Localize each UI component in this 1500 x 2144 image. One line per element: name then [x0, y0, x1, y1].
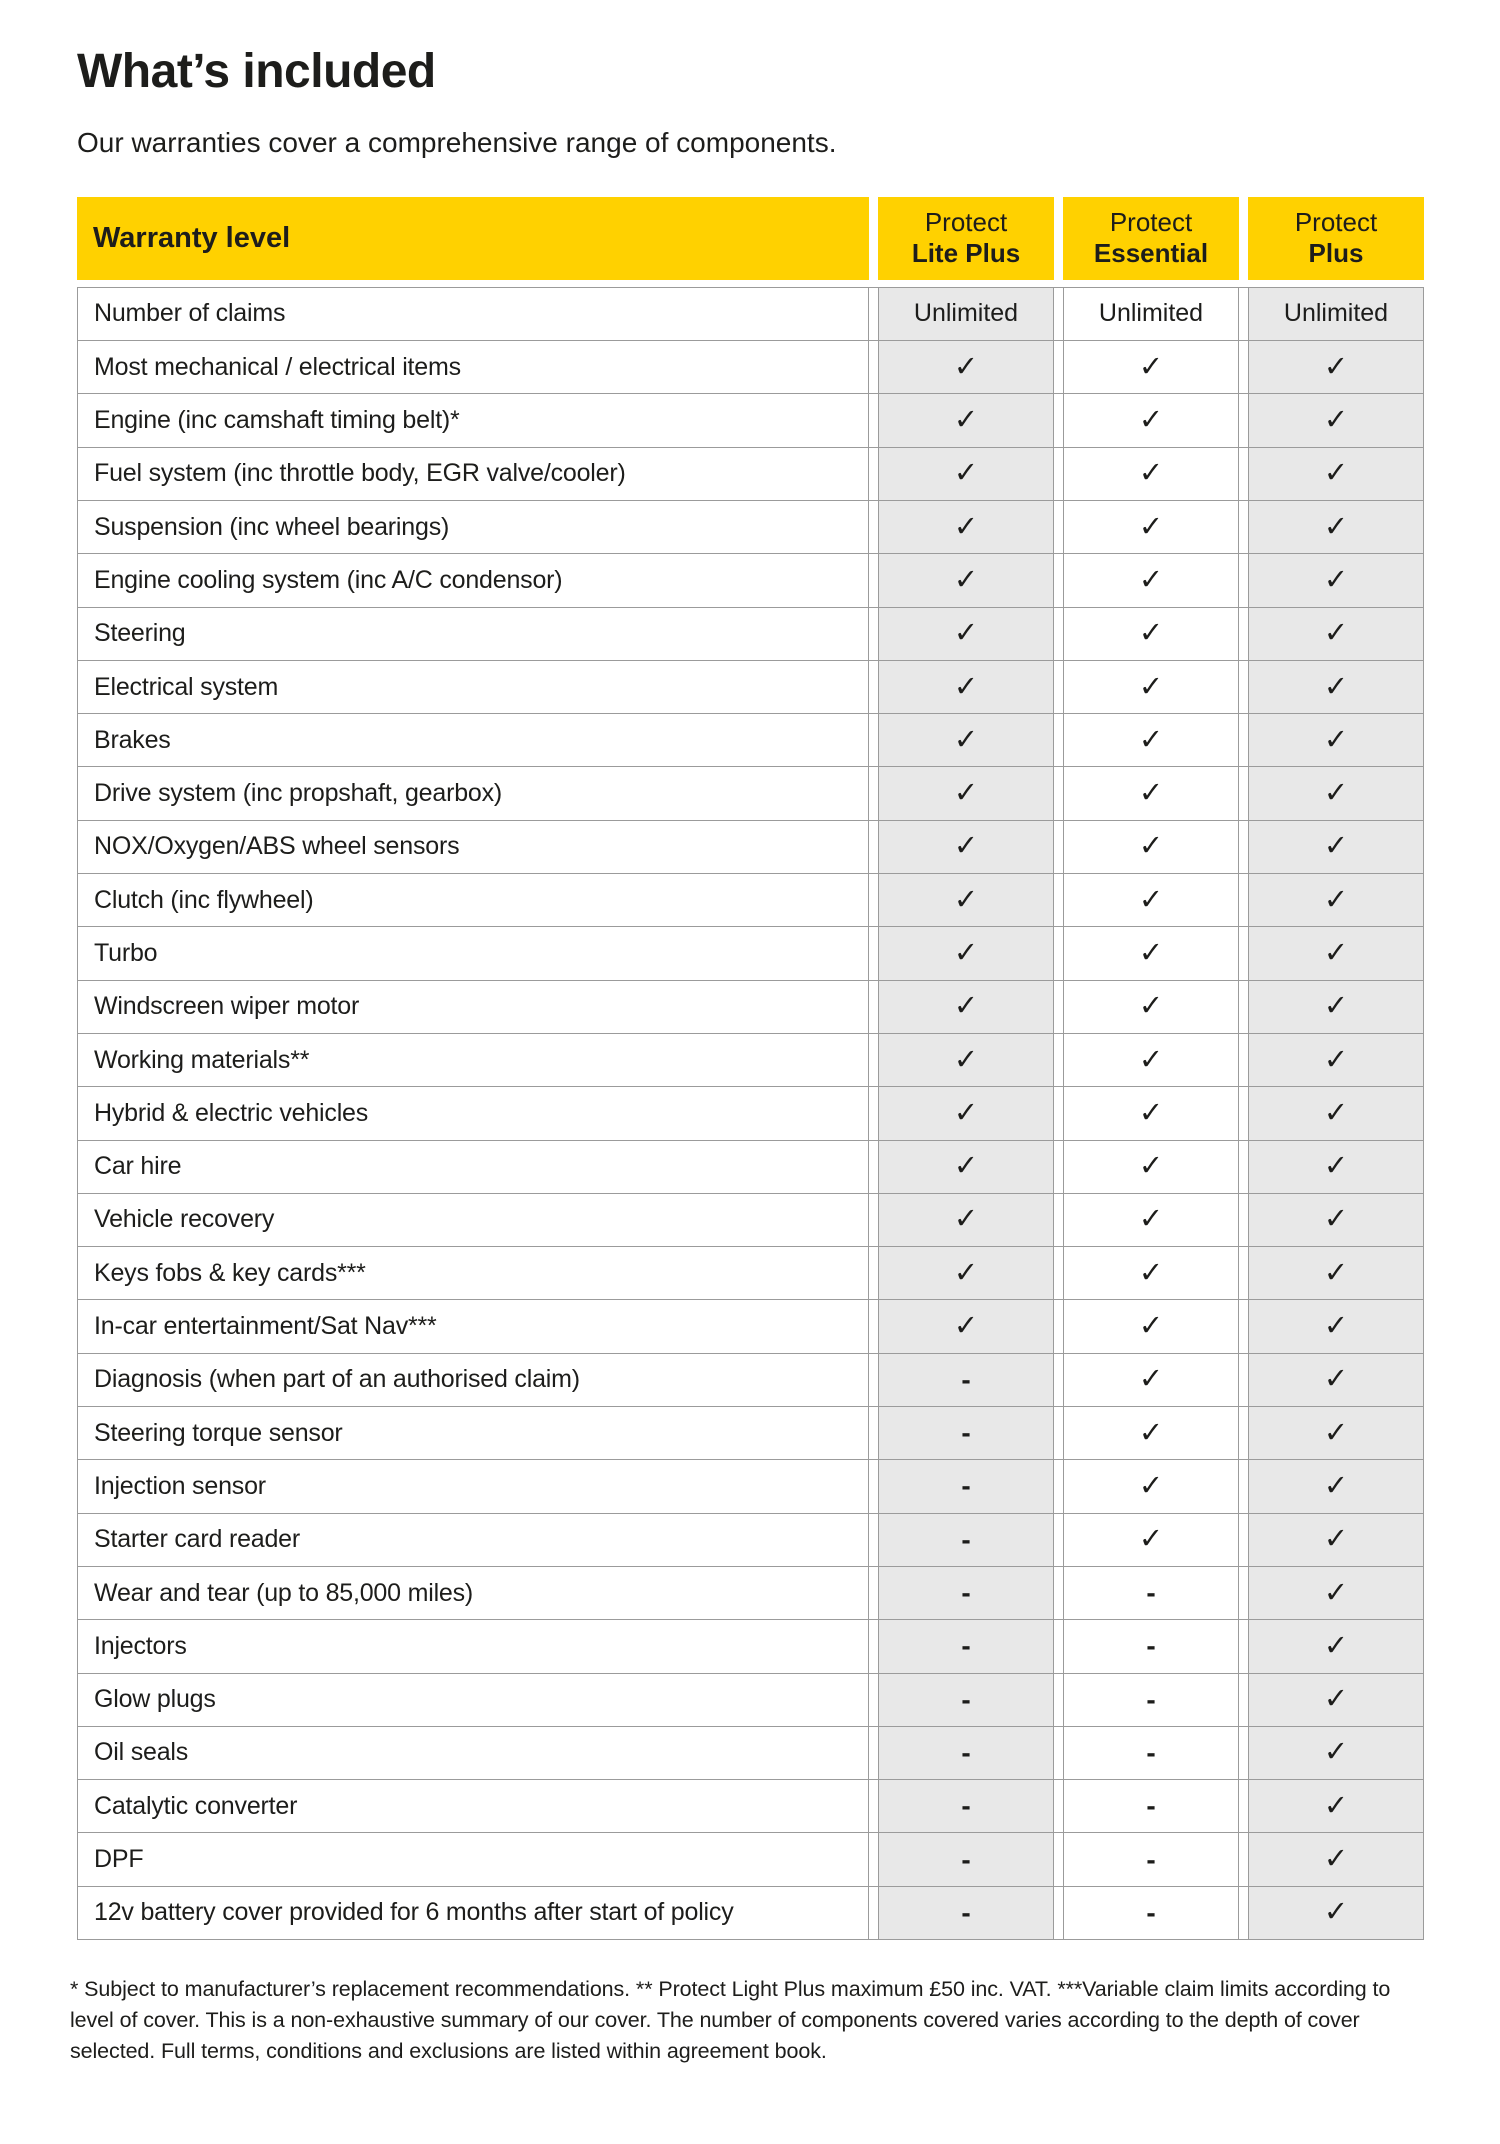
check-icon: ✓ [1138, 615, 1164, 650]
row-label: DPF [77, 1833, 869, 1885]
row-cell-protect-plus [1248, 394, 1424, 446]
row-cell-protect-lite-plus [878, 341, 1054, 393]
row-cell-protect-essential [1063, 1727, 1239, 1779]
row-cell-protect-lite-plus [878, 981, 1054, 1033]
dash-icon: - [961, 1896, 971, 1928]
check-icon: ✓ [1323, 402, 1349, 437]
check-icon: ✓ [1323, 1361, 1349, 1396]
cell-text: Unlimited [913, 299, 1019, 328]
check-icon: ✓ [1138, 775, 1164, 810]
row-cell-protect-lite-plus [878, 1727, 1054, 1779]
table-row [77, 1780, 1424, 1833]
check-icon: ✓ [953, 561, 979, 596]
row-label: Car hire [77, 1141, 869, 1193]
table-row [77, 1034, 1424, 1087]
dash-icon: - [961, 1790, 971, 1822]
row-cell-protect-essential [1063, 1780, 1239, 1832]
check-icon: ✓ [953, 1148, 979, 1183]
dash-icon: - [1146, 1736, 1156, 1768]
dash-icon: - [961, 1470, 971, 1502]
row-cell-protect-lite-plus [878, 661, 1054, 713]
check-icon: ✓ [953, 934, 979, 969]
row-cell-protect-lite-plus [878, 1141, 1054, 1193]
header-protect-lite-plus-line2: Lite Plus [911, 238, 1021, 269]
check-icon: ✓ [1323, 1414, 1349, 1449]
row-label: In-car entertainment/Sat Nav*** [77, 1300, 869, 1352]
check-icon: ✓ [953, 828, 979, 863]
row-label: Fuel system (inc throttle body, EGR valve/cooler) [77, 448, 869, 500]
row-label: Electrical system [77, 661, 869, 713]
row-cell-protect-plus [1248, 554, 1424, 606]
table-row [77, 714, 1424, 767]
table-row [77, 1514, 1424, 1567]
row-cell-protect-lite-plus [878, 1034, 1054, 1086]
table-row [77, 1674, 1424, 1727]
check-icon: ✓ [1138, 721, 1164, 756]
row-cell-protect-lite-plus [878, 1674, 1054, 1726]
check-icon: ✓ [1323, 1201, 1349, 1236]
dash-icon: - [1146, 1790, 1156, 1822]
row-cell-protect-plus [1248, 767, 1424, 819]
table-row [77, 1620, 1424, 1673]
check-icon: ✓ [953, 668, 979, 703]
row-cell-protect-essential [1063, 821, 1239, 873]
check-icon: ✓ [1138, 455, 1164, 490]
row-cell-protect-plus [1248, 661, 1424, 713]
row-cell-protect-lite-plus [878, 1780, 1054, 1832]
table-row [77, 394, 1424, 447]
row-cell-protect-essential [1063, 1620, 1239, 1672]
header-cell-protect-lite-plus [878, 197, 1054, 280]
header-protect-plus-line1: Protect [1294, 207, 1378, 238]
check-icon: ✓ [1138, 1521, 1164, 1556]
row-cell-protect-lite-plus [878, 501, 1054, 553]
row-cell-protect-essential [1063, 448, 1239, 500]
check-icon: ✓ [1323, 721, 1349, 756]
check-icon: ✓ [1323, 1894, 1349, 1929]
row-cell-protect-lite-plus [878, 1354, 1054, 1406]
check-icon: ✓ [1323, 1254, 1349, 1289]
cell-text: Unlimited [1283, 299, 1389, 328]
dash-icon: - [961, 1683, 971, 1715]
check-icon: ✓ [1323, 988, 1349, 1023]
row-cell-protect-essential [1063, 874, 1239, 926]
row-cell-protect-lite-plus [878, 1567, 1054, 1619]
row-label: Hybrid & electric vehicles [77, 1087, 869, 1139]
row-cell-protect-essential [1063, 288, 1239, 340]
table-row [77, 981, 1424, 1034]
check-icon: ✓ [953, 1254, 979, 1289]
row-cell-protect-essential [1063, 767, 1239, 819]
row-cell-protect-plus [1248, 981, 1424, 1033]
row-cell-protect-essential [1063, 394, 1239, 446]
row-cell-protect-lite-plus [878, 1460, 1054, 1512]
row-cell-protect-plus [1248, 1141, 1424, 1193]
row-cell-protect-plus [1248, 608, 1424, 660]
check-icon: ✓ [1138, 934, 1164, 969]
check-icon: ✓ [1323, 1041, 1349, 1076]
row-label: Oil seals [77, 1727, 869, 1779]
table-row [77, 1194, 1424, 1247]
row-cell-protect-essential [1063, 1567, 1239, 1619]
row-cell-protect-lite-plus [878, 1620, 1054, 1672]
row-cell-protect-lite-plus [878, 1194, 1054, 1246]
row-cell-protect-plus [1248, 1407, 1424, 1459]
row-label: Glow plugs [77, 1674, 869, 1726]
dash-icon: - [961, 1843, 971, 1875]
table-row [77, 1887, 1424, 1940]
dash-icon: - [1146, 1683, 1156, 1715]
row-cell-protect-plus [1248, 874, 1424, 926]
dash-icon: - [1146, 1843, 1156, 1875]
row-cell-protect-lite-plus [878, 821, 1054, 873]
check-icon: ✓ [1138, 1467, 1164, 1502]
table-row [77, 1727, 1424, 1780]
row-label: Catalytic converter [77, 1780, 869, 1832]
check-icon: ✓ [953, 721, 979, 756]
check-icon: ✓ [953, 775, 979, 810]
header-cell-protect-essential [1063, 197, 1239, 280]
row-cell-protect-essential [1063, 554, 1239, 606]
table-row [77, 874, 1424, 927]
row-cell-protect-plus [1248, 1247, 1424, 1299]
row-cell-protect-plus [1248, 1460, 1424, 1512]
row-cell-protect-lite-plus [878, 608, 1054, 660]
row-cell-protect-essential [1063, 1833, 1239, 1885]
row-cell-protect-essential [1063, 714, 1239, 766]
row-cell-protect-plus [1248, 1567, 1424, 1619]
check-icon: ✓ [1138, 1094, 1164, 1129]
table-row [77, 608, 1424, 661]
dash-icon: - [961, 1630, 971, 1662]
check-icon: ✓ [1323, 1574, 1349, 1609]
row-cell-protect-essential [1063, 501, 1239, 553]
check-icon: ✓ [1323, 455, 1349, 490]
row-cell-protect-essential [1063, 661, 1239, 713]
row-cell-protect-lite-plus [878, 288, 1054, 340]
row-cell-protect-lite-plus [878, 1833, 1054, 1885]
row-cell-protect-plus [1248, 1300, 1424, 1352]
check-icon: ✓ [1323, 1787, 1349, 1822]
check-icon: ✓ [953, 1201, 979, 1236]
check-icon: ✓ [953, 508, 979, 543]
row-cell-protect-plus [1248, 714, 1424, 766]
row-cell-protect-plus [1248, 501, 1424, 553]
header-cell-protect-plus [1248, 197, 1424, 280]
table-row [77, 821, 1424, 874]
row-label: Steering torque sensor [77, 1407, 869, 1459]
row-cell-protect-lite-plus [878, 1407, 1054, 1459]
table-row [77, 554, 1424, 607]
row-cell-protect-essential [1063, 1247, 1239, 1299]
header-protect-lite-plus-line1: Protect [924, 207, 1008, 238]
row-cell-protect-plus [1248, 1833, 1424, 1885]
row-cell-protect-essential [1063, 1514, 1239, 1566]
row-label: Brakes [77, 714, 869, 766]
check-icon: ✓ [953, 615, 979, 650]
row-cell-protect-essential [1063, 1887, 1239, 1939]
check-icon: ✓ [1323, 1467, 1349, 1502]
row-label: Drive system (inc propshaft, gearbox) [77, 767, 869, 819]
check-icon: ✓ [953, 348, 979, 383]
check-icon: ✓ [953, 988, 979, 1023]
check-icon: ✓ [1138, 881, 1164, 916]
row-cell-protect-essential [1063, 1354, 1239, 1406]
check-icon: ✓ [1323, 1148, 1349, 1183]
row-label: 12v battery cover provided for 6 months after start of policy [77, 1887, 869, 1939]
row-cell-protect-essential [1063, 1194, 1239, 1246]
table-header-row [77, 197, 1424, 280]
cell-text: Unlimited [1098, 299, 1204, 328]
table-row [77, 501, 1424, 554]
row-cell-protect-lite-plus [878, 394, 1054, 446]
page-title: What’s included [77, 45, 436, 98]
check-icon: ✓ [953, 455, 979, 490]
row-label: Working materials** [77, 1034, 869, 1086]
check-icon: ✓ [953, 402, 979, 437]
check-icon: ✓ [1323, 1521, 1349, 1556]
table-row [77, 448, 1424, 501]
table-row [77, 1567, 1424, 1620]
page-subtitle: Our warranties cover a comprehensive range of components. [77, 127, 837, 159]
row-cell-protect-lite-plus [878, 448, 1054, 500]
check-icon: ✓ [953, 1041, 979, 1076]
row-cell-protect-essential [1063, 1300, 1239, 1352]
row-cell-protect-plus [1248, 1354, 1424, 1406]
row-cell-protect-essential [1063, 341, 1239, 393]
row-label: Diagnosis (when part of an authorised claim) [77, 1354, 869, 1406]
row-cell-protect-lite-plus [878, 714, 1054, 766]
check-icon: ✓ [1138, 828, 1164, 863]
warranty-comparison-table [77, 197, 1424, 1940]
table-row [77, 1460, 1424, 1513]
check-icon: ✓ [1323, 1841, 1349, 1876]
row-cell-protect-essential [1063, 1407, 1239, 1459]
row-label: Keys fobs & key cards*** [77, 1247, 869, 1299]
check-icon: ✓ [1138, 1148, 1164, 1183]
row-cell-protect-essential [1063, 1460, 1239, 1512]
row-label: Engine (inc camshaft timing belt)* [77, 394, 869, 446]
row-label: Engine cooling system (inc A/C condensor) [77, 554, 869, 606]
row-cell-protect-essential [1063, 927, 1239, 979]
row-cell-protect-lite-plus [878, 874, 1054, 926]
table-row [77, 1407, 1424, 1460]
table-row [77, 288, 1424, 341]
row-label: Vehicle recovery [77, 1194, 869, 1246]
header-warranty-level-label: Warranty level [93, 221, 291, 254]
check-icon: ✓ [1138, 561, 1164, 596]
dash-icon: - [961, 1736, 971, 1768]
row-label: Starter card reader [77, 1514, 869, 1566]
check-icon: ✓ [953, 1094, 979, 1129]
check-icon: ✓ [1323, 1681, 1349, 1716]
row-cell-protect-plus [1248, 1194, 1424, 1246]
check-icon: ✓ [1323, 348, 1349, 383]
check-icon: ✓ [1323, 881, 1349, 916]
row-label: Number of claims [77, 288, 869, 340]
check-icon: ✓ [1323, 615, 1349, 650]
table-row [77, 661, 1424, 714]
row-label: Suspension (inc wheel bearings) [77, 501, 869, 553]
row-cell-protect-essential [1063, 1034, 1239, 1086]
row-cell-protect-lite-plus [878, 767, 1054, 819]
row-cell-protect-essential [1063, 1674, 1239, 1726]
dash-icon: - [961, 1577, 971, 1609]
dash-icon: - [961, 1363, 971, 1395]
row-cell-protect-lite-plus [878, 554, 1054, 606]
check-icon: ✓ [1323, 828, 1349, 863]
check-icon: ✓ [1138, 348, 1164, 383]
check-icon: ✓ [953, 1308, 979, 1343]
table-row [77, 767, 1424, 820]
dash-icon: - [961, 1523, 971, 1555]
check-icon: ✓ [1323, 1734, 1349, 1769]
row-cell-protect-plus [1248, 1620, 1424, 1672]
row-cell-protect-plus [1248, 927, 1424, 979]
row-label: Windscreen wiper motor [77, 981, 869, 1033]
table-row [77, 341, 1424, 394]
row-cell-protect-plus [1248, 448, 1424, 500]
row-cell-protect-plus [1248, 288, 1424, 340]
check-icon: ✓ [1138, 1041, 1164, 1076]
row-label: Injectors [77, 1620, 869, 1672]
header-protect-essential-line2: Essential [1093, 238, 1209, 269]
header-protect-essential-line1: Protect [1109, 207, 1193, 238]
footnote: * Subject to manufacturer’s replacement recommendations. ** Protect Light Plus maximum £50 inc. VAT. ***Variable claim limits according to level of cover. This is a non-exhaustive summary of our cover. The number of components covered varies according to the depth of cover selected. Full terms, conditions and exclusions are listed within agreement book. [70, 1976, 1391, 2063]
check-icon: ✓ [1323, 561, 1349, 596]
dash-icon: - [1146, 1630, 1156, 1662]
check-icon: ✓ [1323, 1094, 1349, 1129]
row-label: Injection sensor [77, 1460, 869, 1512]
check-icon: ✓ [1138, 668, 1164, 703]
check-icon: ✓ [1323, 668, 1349, 703]
row-label: Steering [77, 608, 869, 660]
header-protect-plus-line2: Plus [1308, 238, 1364, 269]
row-cell-protect-lite-plus [878, 1300, 1054, 1352]
table-row [77, 1300, 1424, 1353]
check-icon: ✓ [1323, 1308, 1349, 1343]
table-row [77, 1087, 1424, 1140]
check-icon: ✓ [1323, 1627, 1349, 1662]
row-label: Wear and tear (up to 85,000 miles) [77, 1567, 869, 1619]
check-icon: ✓ [1323, 508, 1349, 543]
row-label: Clutch (inc flywheel) [77, 874, 869, 926]
check-icon: ✓ [1138, 1201, 1164, 1236]
table-row [77, 927, 1424, 980]
row-cell-protect-essential [1063, 608, 1239, 660]
check-icon: ✓ [1323, 934, 1349, 969]
row-cell-protect-plus [1248, 1514, 1424, 1566]
dash-icon: - [1146, 1896, 1156, 1928]
check-icon: ✓ [953, 881, 979, 916]
row-cell-protect-plus [1248, 1727, 1424, 1779]
row-cell-protect-lite-plus [878, 1087, 1054, 1139]
check-icon: ✓ [1138, 1254, 1164, 1289]
row-cell-protect-essential [1063, 981, 1239, 1033]
dash-icon: - [1146, 1577, 1156, 1609]
row-cell-protect-plus [1248, 821, 1424, 873]
row-label: Most mechanical / electrical items [77, 341, 869, 393]
header-cell-warranty-level [77, 197, 869, 280]
check-icon: ✓ [1138, 1308, 1164, 1343]
table-row [77, 1354, 1424, 1407]
row-cell-protect-lite-plus [878, 1247, 1054, 1299]
row-label: NOX/Oxygen/ABS wheel sensors [77, 821, 869, 873]
table-row [77, 1833, 1424, 1886]
row-cell-protect-lite-plus [878, 1514, 1054, 1566]
row-cell-protect-lite-plus [878, 927, 1054, 979]
check-icon: ✓ [1138, 508, 1164, 543]
row-cell-protect-plus [1248, 1034, 1424, 1086]
row-cell-protect-essential [1063, 1141, 1239, 1193]
check-icon: ✓ [1138, 402, 1164, 437]
row-cell-protect-plus [1248, 1887, 1424, 1939]
check-icon: ✓ [1138, 1361, 1164, 1396]
row-cell-protect-plus [1248, 341, 1424, 393]
dash-icon: - [961, 1417, 971, 1449]
check-icon: ✓ [1323, 775, 1349, 810]
row-cell-protect-lite-plus [878, 1887, 1054, 1939]
row-cell-protect-plus [1248, 1674, 1424, 1726]
check-icon: ✓ [1138, 988, 1164, 1023]
table-body [77, 287, 1424, 1940]
table-row [77, 1141, 1424, 1194]
row-cell-protect-plus [1248, 1780, 1424, 1832]
table-row [77, 1247, 1424, 1300]
row-cell-protect-plus [1248, 1087, 1424, 1139]
row-cell-protect-essential [1063, 1087, 1239, 1139]
row-label: Turbo [77, 927, 869, 979]
check-icon: ✓ [1138, 1414, 1164, 1449]
